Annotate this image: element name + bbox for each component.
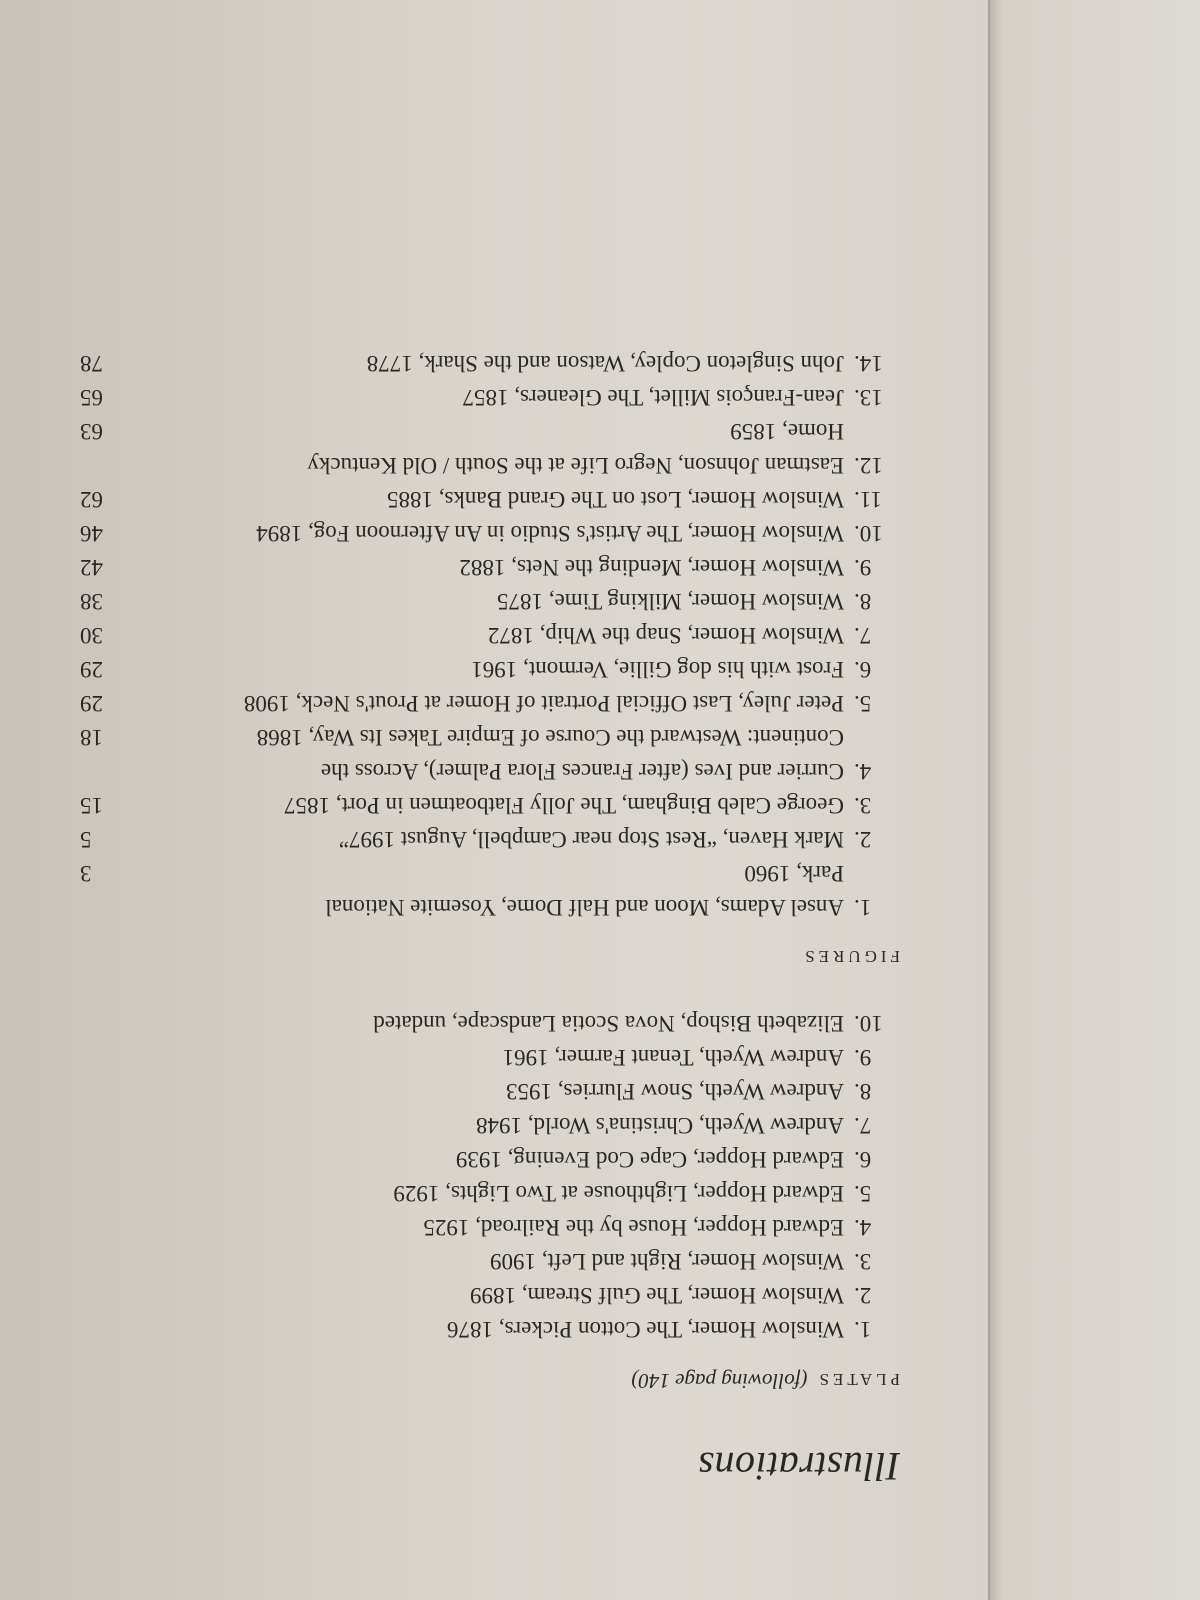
figures-caption: Peter Juley, Last Official Portrait of Homer at Prout's Neck, 1908 — [243, 691, 844, 716]
plates-caption: Edward Hopper, Cape Cod Evening, 1939 — [455, 1147, 844, 1172]
figures-page-number: 42 — [80, 555, 103, 580]
plates-item — [80, 1278, 900, 1312]
plates-row — [80, 1176, 900, 1210]
figures-caption: Eastman Johnson, Negro Life at the South / Old Kentucky — [307, 453, 844, 478]
figures-page-number: 65 — [80, 385, 103, 410]
plates-row — [80, 1210, 900, 1244]
figures-row-continued — [80, 720, 900, 754]
plates-caption: Elizabeth Bishop, Nova Scotia Landscape, undated — [373, 1011, 844, 1036]
figures-caption: Currier and Ives (after Frances Flora Palmer), Across the — [320, 759, 844, 784]
figures-row — [80, 380, 900, 414]
figures-number: 13. — [854, 385, 883, 410]
figures-caption: George Caleb Bingham, The Jolly Flatboatmen in Port, 1857 — [283, 793, 844, 818]
plates-list — [80, 1006, 900, 1346]
figures-caption: Winslow Homer, Milking Time, 1875 — [496, 589, 844, 614]
facing-page — [990, 0, 1200, 1600]
plates-caption: Andrew Wyeth, Tenant Farmer, 1961 — [502, 1045, 844, 1070]
page-content — [80, 346, 900, 1490]
figures-page-number: 30 — [80, 623, 103, 648]
plates-number: 10. — [854, 1011, 883, 1036]
plates-number: 2. — [854, 1283, 872, 1308]
figures-number: 11. — [854, 487, 882, 512]
figures-number: 3. — [854, 793, 872, 818]
plates-item — [80, 1176, 900, 1210]
figures-row — [80, 482, 900, 516]
figures-caption: Winslow Homer, Mending the Nets, 1882 — [459, 555, 844, 580]
figures-number: 6. — [854, 657, 872, 682]
plates-number: 5. — [854, 1181, 872, 1206]
figures-page-number: 18 — [80, 725, 103, 750]
plates-number: 7. — [854, 1113, 872, 1138]
figures-item — [80, 584, 900, 618]
figures-caption: Winslow Homer, Lost on The Grand Banks, 1885 — [386, 487, 844, 512]
figures-page-number: 29 — [80, 657, 103, 682]
plates-row — [80, 1244, 900, 1278]
plates-caption: Andrew Wyeth, Snow Flurries, 1953 — [505, 1079, 844, 1104]
plates-item — [80, 1312, 900, 1346]
plates-number: 8. — [854, 1079, 872, 1104]
figures-caption-continued: Park, 1960 — [744, 861, 844, 886]
figures-number: 9. — [854, 555, 872, 580]
figures-page-number: 15 — [80, 793, 103, 818]
figures-row — [80, 550, 900, 584]
plates-number: 4. — [854, 1215, 872, 1240]
plates-item — [80, 1074, 900, 1108]
figures-caption: Winslow Homer, Snap the Whip, 1872 — [487, 623, 844, 648]
plates-caption: Andrew Wyeth, Christina's World, 1948 — [475, 1113, 844, 1138]
figures-caption: John Singleton Copley, Watson and the Shark, 1778 — [366, 351, 844, 376]
plates-heading — [80, 1368, 900, 1393]
figures-caption: Jean-François Millet, The Gleaners, 1857 — [462, 385, 844, 410]
plates-number: 3. — [854, 1249, 872, 1274]
figures-item — [80, 550, 900, 584]
figures-number: 12. — [854, 453, 883, 478]
figures-page-number: 62 — [80, 487, 103, 512]
plates-item — [80, 1244, 900, 1278]
figures-caption: Ansel Adams, Moon and Half Dome, Yosemite National — [325, 895, 844, 920]
plates-heading-label: PLATES — [815, 1370, 900, 1389]
figures-number: 10. — [854, 521, 883, 546]
plates-number: 1. — [854, 1317, 872, 1342]
figures-heading: FIGURES — [801, 947, 900, 966]
figures-row-continued — [80, 414, 900, 448]
figures-caption: Winslow Homer, The Artist's Studio in An Afternoon Fog, 1894 — [256, 521, 844, 546]
figures-list — [80, 346, 900, 924]
plates-row — [80, 1108, 900, 1142]
figures-item — [80, 788, 900, 822]
figures-number: 1. — [854, 895, 872, 920]
book-page — [60, 90, 940, 1510]
figures-caption: Frost with his dog Gillie, Vermont, 1961 — [471, 657, 844, 682]
figures-caption-continued: Continent: Westward the Course of Empire Takes Its Way, 1868 — [256, 725, 844, 750]
plates-item — [80, 1040, 900, 1074]
figures-item — [80, 346, 900, 380]
plates-row — [80, 1074, 900, 1108]
figures-caption-continued: Home, 1859 — [730, 419, 844, 444]
figures-page-number: 78 — [80, 351, 103, 376]
figures-item — [80, 652, 900, 686]
figures-item — [80, 482, 900, 516]
figures-row — [80, 754, 900, 788]
figures-row — [80, 822, 900, 856]
figures-item — [80, 414, 900, 482]
figures-row — [80, 516, 900, 550]
plates-number: 9. — [854, 1045, 872, 1070]
figures-number: 7. — [854, 623, 872, 648]
figures-item — [80, 822, 900, 856]
plates-caption: Edward Hopper, House by the Railroad, 1925 — [423, 1215, 844, 1240]
figures-page-number: 63 — [80, 419, 103, 444]
figures-item — [80, 380, 900, 414]
figures-row — [80, 584, 900, 618]
plates-caption: Winslow Homer, Right and Left, 1909 — [490, 1249, 844, 1274]
plates-item — [80, 1006, 900, 1040]
figures-page-number: 5 — [80, 827, 92, 852]
figures-item — [80, 686, 900, 720]
plates-caption: Winslow Homer, The Gulf Stream, 1899 — [470, 1283, 844, 1308]
figures-number: 5. — [854, 691, 872, 716]
plates-item — [80, 1108, 900, 1142]
figures-item — [80, 516, 900, 550]
figures-row — [80, 652, 900, 686]
section-gap — [80, 966, 900, 1006]
figures-number: 14. — [854, 351, 883, 376]
figures-number: 4. — [854, 759, 872, 784]
figures-row — [80, 788, 900, 822]
figures-item — [80, 618, 900, 652]
figures-page-number: 29 — [80, 691, 103, 716]
figures-row — [80, 448, 900, 482]
figures-page-number: 38 — [80, 589, 103, 614]
figures-row — [80, 890, 900, 924]
figures-page-number: 3 — [80, 861, 92, 886]
plates-row — [80, 1006, 900, 1040]
plates-item — [80, 1142, 900, 1176]
plates-row — [80, 1312, 900, 1346]
figures-item — [80, 856, 900, 924]
plates-caption: Winslow Homer, The Cotton Pickers, 1876 — [447, 1317, 844, 1342]
figures-row-continued — [80, 856, 900, 890]
plates-row — [80, 1278, 900, 1312]
figures-caption: Mark Haven, “Rest Stop near Campbell, August 1997” — [338, 827, 844, 852]
plates-row — [80, 1142, 900, 1176]
figures-row — [80, 686, 900, 720]
plates-caption: Edward Hopper, Lighthouse at Two Lights, 1929 — [393, 1181, 844, 1206]
plates-number: 6. — [854, 1147, 872, 1172]
figures-row — [80, 618, 900, 652]
figures-number: 2. — [854, 827, 872, 852]
figures-row — [80, 346, 900, 380]
plates-item — [80, 1210, 900, 1244]
plates-row — [80, 1040, 900, 1074]
figures-number: 8. — [854, 589, 872, 614]
page-title: Illustrations — [697, 1444, 900, 1489]
figures-page-number: 46 — [80, 521, 103, 546]
plates-heading-note: (following page 140) — [631, 1369, 808, 1393]
figures-item — [80, 720, 900, 788]
